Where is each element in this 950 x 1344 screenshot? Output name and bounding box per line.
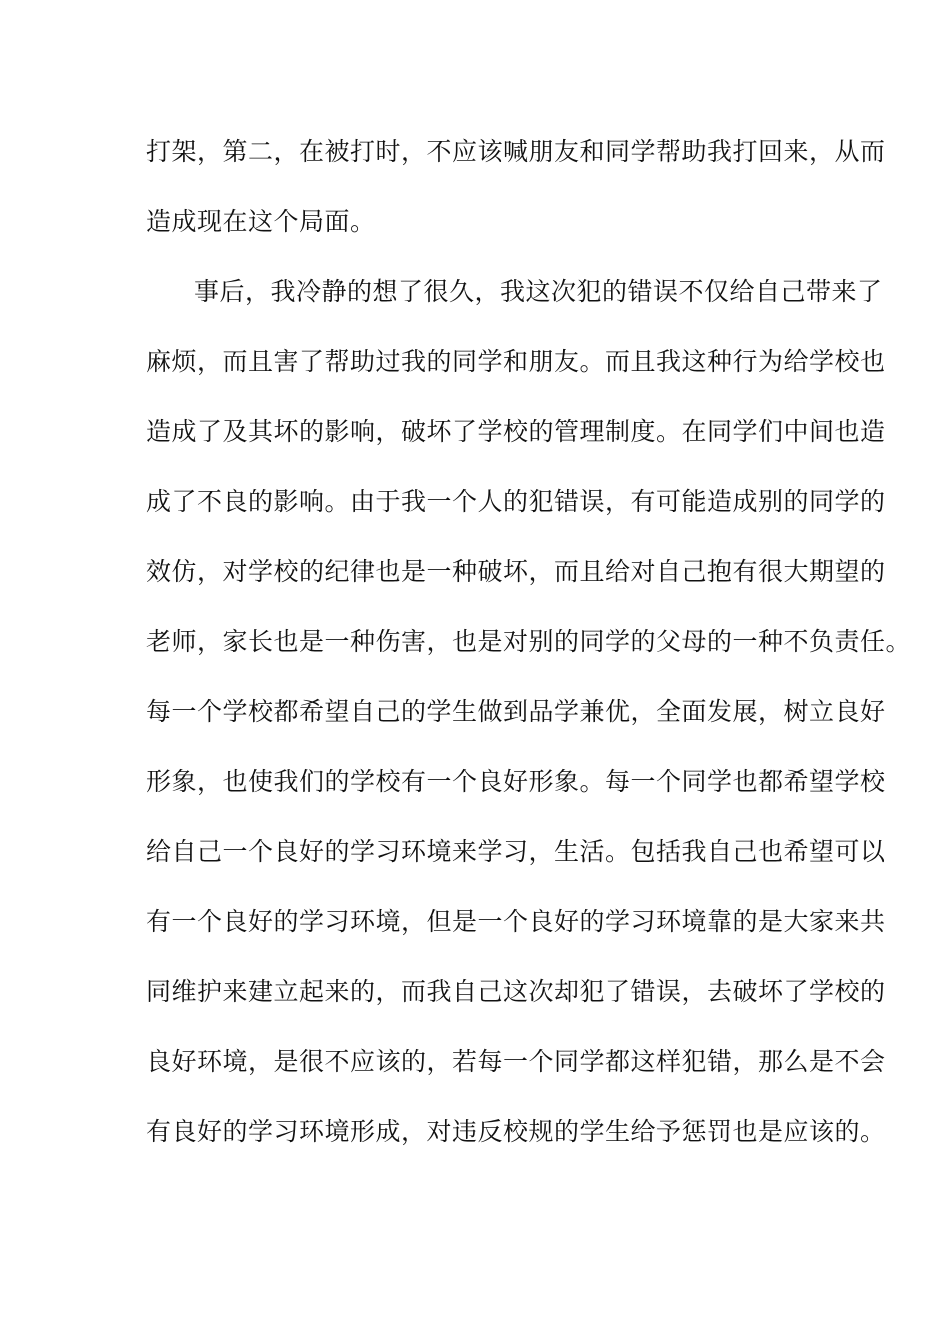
- text-line: 有良好的学习环境形成，对违反校规的学生给予惩罚也是应该的。: [146, 1117, 886, 1146]
- text-line: 麻烦，而且害了帮助过我的同学和朋友。而且我这种行为给学校也: [146, 347, 886, 376]
- text-line: 造成现在这个局面。: [146, 207, 376, 236]
- text-line: 每一个学校都希望自己的学生做到品学兼优，全面发展，树立良好: [146, 697, 886, 726]
- text-line: 良好环境，是很不应该的，若每一个同学都这样犯错，那么是不会: [146, 1047, 886, 1076]
- paragraph-start-line: 事后，我冷静的想了很久，我这次犯的错误不仅给自己带来了: [194, 277, 883, 306]
- text-line: 成了不良的影响。由于我一个人的犯错误，有可能造成别的同学的: [146, 487, 886, 516]
- text-line: 有一个良好的学习环境，但是一个良好的学习环境靠的是大家来共: [146, 907, 886, 936]
- text-line: 老师，家长也是一种伤害，也是对别的同学的父母的一种不负责任。: [146, 627, 912, 656]
- text-line: 同维护来建立起来的，而我自己这次却犯了错误，去破坏了学校的: [146, 977, 886, 1006]
- text-line: 造成了及其坏的影响，破坏了学校的管理制度。在同学们中间也造: [146, 417, 886, 446]
- text-line: 效仿，对学校的纪律也是一种破坏，而且给对自己抱有很大期望的: [146, 557, 886, 586]
- text-line: 形象，也使我们的学校有一个良好形象。每一个同学也都希望学校: [146, 767, 886, 796]
- text-line: 给自己一个良好的学习环境来学习，生活。包括我自己也希望可以: [146, 837, 886, 866]
- text-line: 打架，第二，在被打时，不应该喊朋友和同学帮助我打回来，从而: [146, 137, 886, 166]
- body-text: [146, 128, 912, 1178]
